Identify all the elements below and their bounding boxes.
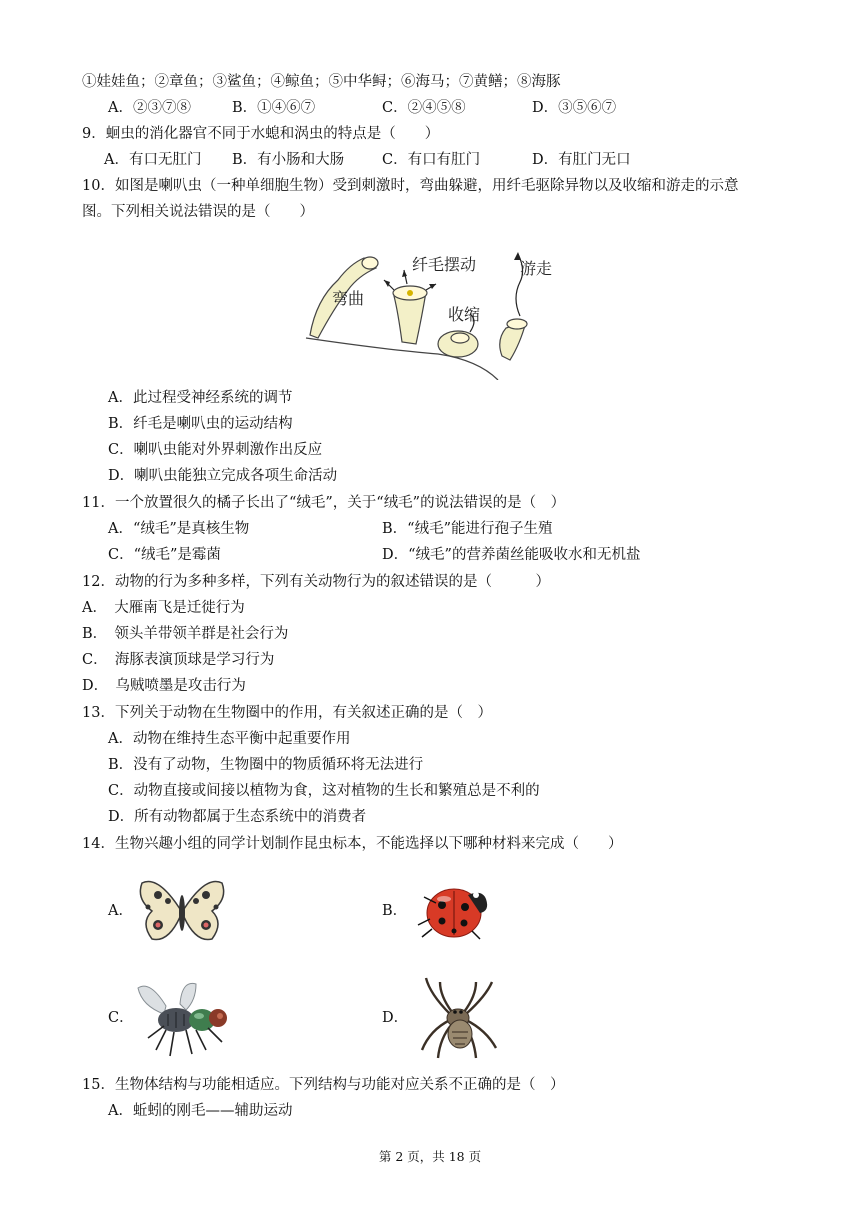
q13-option-b: B．没有了动物，生物圈中的物质循环将无法进行 bbox=[108, 757, 424, 773]
q10-option-a: A．此过程受神经系统的调节 bbox=[108, 390, 293, 406]
figure-label-swim: 游走 bbox=[520, 259, 553, 278]
figure-label-cilia: 纤毛摆动 bbox=[412, 255, 477, 274]
q10-stem-line1: 10．如图是喇叭虫（一种单细胞生物）受到刺激时，弯曲躲避，用纤毛驱除异物以及收缩和游走的示意 bbox=[82, 178, 739, 194]
q10-stem-line2: 图。下列相关说法错误的是（ ） bbox=[82, 204, 314, 220]
spider-image bbox=[410, 974, 506, 1060]
q13-stem: 13．下列关于动物在生物圈中的作用，有关叙述正确的是（ ） bbox=[82, 705, 492, 721]
q11-stem: 11．一个放置很久的橘子长出了“绒毛”，关于“绒毛”的说法错误的是（ ） bbox=[82, 495, 566, 511]
q10-option-d: D．喇叭虫能独立完成各项生命活动 bbox=[108, 468, 338, 484]
q9-option-b: B．有小肠和大肠 bbox=[232, 152, 345, 168]
q11-option-a: A．“绒毛”是真核生物 bbox=[108, 521, 250, 537]
housefly-image bbox=[136, 976, 236, 1060]
q14-option-c-label: C． bbox=[108, 1010, 134, 1026]
q8-option-b: B．①④⑥⑦ bbox=[232, 100, 316, 116]
q10-option-c: C．喇叭虫能对外界刺激作出反应 bbox=[108, 442, 323, 458]
q9-option-c: C．有口有肛门 bbox=[382, 152, 481, 168]
figure-label-bend: 弯曲 bbox=[332, 289, 365, 308]
q15-stem: 15．生物体结构与功能相适应。下列结构与功能对应关系不正确的是（ ） bbox=[82, 1077, 565, 1093]
q15-option-a: A．蚯蚓的刚毛——辅助运动 bbox=[108, 1103, 293, 1119]
q12-option-c: C． 海豚表演顶球是学习行为 bbox=[82, 652, 275, 668]
q13-option-a: A．动物在维持生态平衡中起重要作用 bbox=[108, 731, 351, 747]
q12-option-b: B． 领头羊带领羊群是社会行为 bbox=[82, 626, 289, 642]
q14-option-a-label: A． bbox=[108, 903, 133, 919]
ladybug-image bbox=[410, 873, 500, 947]
q12-option-d: D． 乌贼喷墨是攻击行为 bbox=[82, 678, 246, 694]
q12-option-a: A． 大雁南飞是迁徙行为 bbox=[82, 600, 245, 616]
page-number-footer: 第 2 页，共 18 页 bbox=[378, 1149, 482, 1164]
q10-option-b: B．纤毛是喇叭虫的运动结构 bbox=[108, 416, 293, 432]
q13-option-d: D．所有动物都属于生态系统中的消费者 bbox=[108, 809, 367, 825]
q9-option-d: D．有肛门无口 bbox=[532, 152, 631, 168]
trumpet-animalcule-figure bbox=[298, 240, 558, 380]
q14-option-b-label: B． bbox=[382, 903, 408, 919]
figure-label-contract: 收缩 bbox=[448, 305, 481, 324]
q11-option-c: C．“绒毛”是霉菌 bbox=[108, 547, 221, 563]
q8-list: ①娃娃鱼；②章鱼；③鲨鱼；④鲸鱼；⑤中华鲟；⑥海马；⑦黄鳝；⑧海豚 bbox=[82, 74, 561, 90]
q8-option-a: A．②③⑦⑧ bbox=[108, 100, 191, 116]
q14-stem: 14．生物兴趣小组的同学计划制作昆虫标本，不能选择以下哪种材料来完成（ ） bbox=[82, 836, 623, 852]
q8-option-c: C．②④⑤⑧ bbox=[382, 100, 466, 116]
q11-option-b: B．“绒毛”能进行孢子生殖 bbox=[382, 521, 553, 537]
q9-option-a: A．有口无肛门 bbox=[104, 152, 202, 168]
butterfly-image bbox=[136, 873, 228, 947]
q13-option-c: C．动物直接或间接以植物为食，这对植物的生长和繁殖总是不利的 bbox=[108, 783, 540, 799]
q8-option-d: D．③⑤⑥⑦ bbox=[532, 100, 617, 116]
q9-stem: 9．蛔虫的消化器官不同于水螅和涡虫的特点是（ ） bbox=[82, 126, 440, 142]
q14-option-d-label: D． bbox=[382, 1010, 409, 1026]
q11-option-d: D．“绒毛”的营养菌丝能吸收水和无机盐 bbox=[382, 547, 641, 563]
q12-stem: 12．动物的行为多种多样，下列有关动物行为的叙述错误的是（ ） bbox=[82, 574, 550, 590]
